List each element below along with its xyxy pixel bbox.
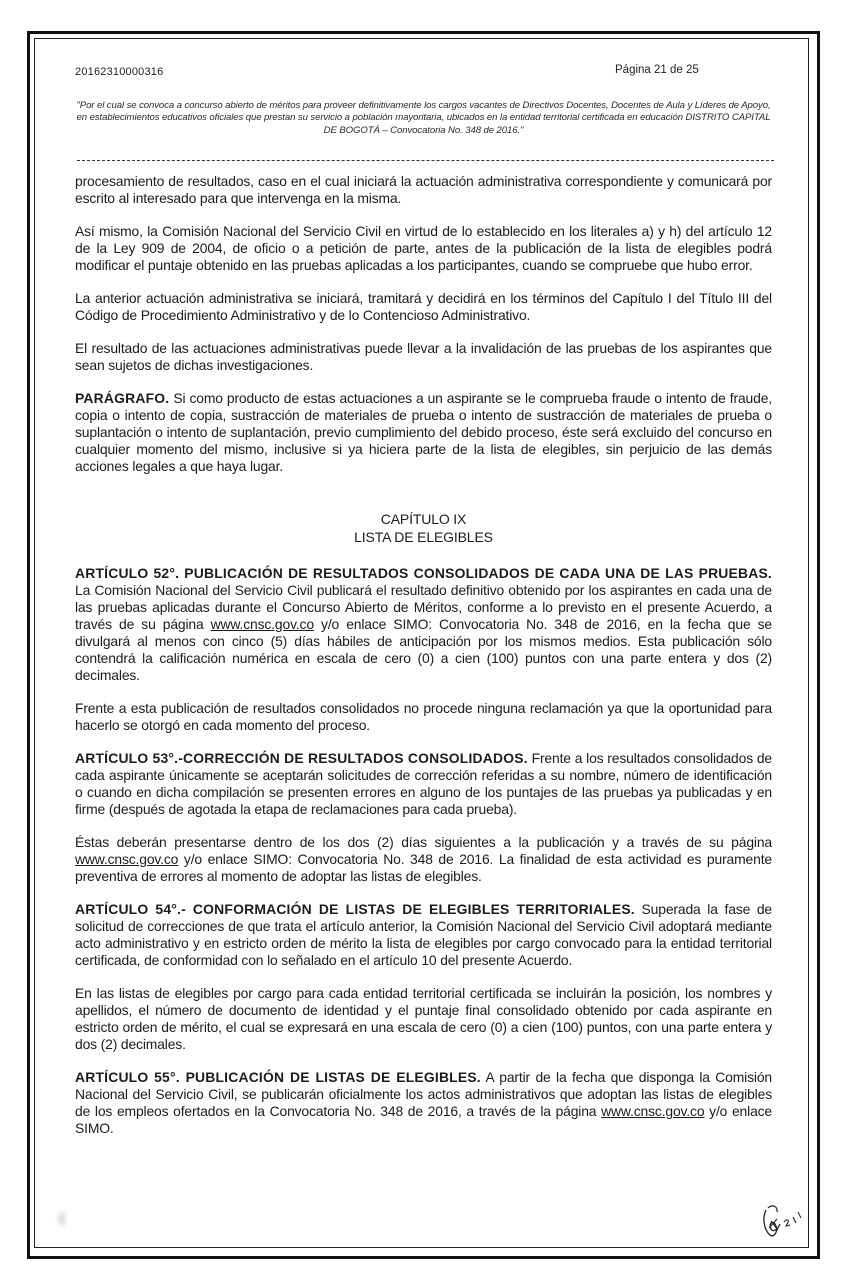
article-53 (75, 750, 772, 818)
article-52-text-a: La Comisión Nacional del Servicio Civil publicará el resultado definitivo obtenido por los aspirantes en cada una de las pruebas aplicadas durante el Concurso Abierto de Méritos, conforme a lo previsto en el presente Acuerdo, a través de su página (75, 582, 772, 632)
article-55-text-b: y/o enlace SIMO. (75, 1103, 773, 1136)
paragraph-actuacion: La anterior actuación administrativa se iniciará, tramitará y decidirá en los términos del Capítulo I del Título III del Código de Procedimiento Administrativo y de lo Contencioso Administrativo. (75, 290, 772, 323)
article-54-text: Superada la fase de solicitud de correcciones de que trata el artículo anterior, la Comisión Nacional del Servicio Civil adoptará mediante acto administrativo y en estricto orden de mérito la lista de elegibles por cargo convocado para la entidad territorial certificada, de conformidad con lo señalado en el artículo 10 del presente Acuerdo. (75, 901, 772, 968)
paragraph-estas (75, 834, 772, 885)
article-55-heading: ARTÍCULO 55°. PUBLICACIÓN DE LISTAS DE ELEGIBLES. (75, 1069, 481, 1085)
chapter-heading (75, 510, 772, 546)
article-52-text-b: y/o enlace SIMO: Convocatoria No. 348 de 2016, en la fecha que se divulgará al menos con cinco (5) días hábiles de anticipación por los mismos medios. Esta publicación sólo contendrá la calificación numérica en escala de cero (0) a cien (100) puntos con una parte entera y dos (2) decimales. (75, 616, 772, 683)
cnsc-link[interactable]: www.cnsc.gov.co (601, 1103, 705, 1119)
document-number: 20162310000316 (75, 66, 164, 78)
resolution-title: "Por el cual se convoca a concurso abierto de méritos para proveer definitivamente los cargos vacantes de Directivos Docentes, Docentes de Aula y Líderes de Apoyo, en establecimientos educativos oficiales que prestan su servicio a población mayoritaria, ubicados en la entidad territorial certificada en educación DISTRITO CAPITAL DE BOGOTÁ – Convocatoria No. 348 de 2016." (76, 100, 771, 136)
paragrafo-text: Si como producto de estas actuaciones a un aspirante se le comprueba fraude o intento de fraude, copia o intento de copia, sustracción de materiales de prueba o intento de sustracción de materiales de prueba o suplantación o intento de suplantación, previo cumplimiento del debido proceso, éste será excluido del concurso en cualquier momento del mismo, inclusive si ya hiciera parte de la lista de elegibles, sin perjuicio de las demás acciones legales a que haya lugar. (75, 390, 772, 474)
article-54-heading: ARTÍCULO 54°.- CONFORMACIÓN DE LISTAS DE ELEGIBLES TERRITORIALES. (75, 901, 635, 917)
cnsc-link[interactable]: www.cnsc.gov.co (75, 851, 179, 867)
header-separator (77, 160, 774, 161)
article-55 (75, 1069, 772, 1137)
paragrafo (75, 390, 772, 475)
page-number: Página 21 de 25 (615, 64, 699, 76)
handwritten-initials-icon (760, 1202, 804, 1240)
paragraph-estas-text-a: Éstas deberán presentarse dentro de los dos (2) días siguientes a la publicación y a través de su página (75, 834, 772, 850)
cnsc-link[interactable]: www.cnsc.gov.co (210, 616, 314, 632)
paragraph-resultado: El resultado de las actuaciones administrativas puede llevar a la invalidación de las pruebas de los aspirantes que sean sujetos de dichas investigaciones. (75, 340, 772, 373)
paragraph-estas-text-b: y/o enlace SIMO: Convocatoria No. 348 de 2016. La finalidad de esta actividad es puramente preventiva de errores al momento de adoptar las listas de elegibles. (75, 851, 772, 884)
article-52-heading: ARTÍCULO 52°. PUBLICACIÓN DE RESULTADOS CONSOLIDADOS DE CADA UNA DE LAS PRUEBAS. (75, 565, 772, 581)
article-53-heading: ARTÍCULO 53°.-CORRECCIÓN DE RESULTADOS CONSOLIDADOS. (75, 750, 528, 766)
article-52 (75, 565, 772, 684)
article-55-text-a: A partir de la fecha que disponga la Comisión Nacional del Servicio Civil, se publicarán oficialmente los actos administrativos que adoptan las listas de elegibles de los empleos ofertados en la Convocatoria No. 348 de 2016, a través de la página (75, 1069, 772, 1119)
paragraph-continuation: procesamiento de resultados, caso en el cual iniciará la actuación administrativa correspondiente y comunicará por escrito al interesado para que intervenga en la misma. (75, 173, 772, 206)
paragraph-frente: Frente a esta publicación de resultados consolidados no procede ninguna reclamación ya que la oportunidad para hacerlo se otorgó en cada momento del proceso. (75, 700, 772, 733)
article-54 (75, 901, 772, 969)
paragraph-listas: En las listas de elegibles por cargo para cada entidad territorial certificada se incluirán la posición, los nombres y apellidos, el número de documento de identidad y el puntaje final consolidado obtenido por cada aspirante en estricto orden de mérito, el cual se expresará en una escala de cero (0) a cien (100) puntos, con una parte entera y dos (2) decimales. (75, 985, 772, 1052)
chapter-title: LISTA DE ELEGIBLES (354, 529, 493, 545)
scan-smudge (55, 1208, 69, 1230)
article-53-text: Frente a los resultados consolidados de cada aspirante únicamente se aceptarán solicitudes de corrección referidas a su nombre, número de identificación o cuando en dicha compilación se presenten errores en alguno de los puntajes de las pruebas ya publicadas y en firme (después de agotada la etapa de reclamaciones para cada prueba). (75, 750, 772, 817)
document-body (75, 173, 772, 1153)
chapter-number: CAPÍTULO IX (380, 511, 467, 527)
paragrafo-label: PARÁGRAFO. (75, 390, 170, 406)
paragraph-asi-mismo: Así mismo, la Comisión Nacional del Servicio Civil en virtud de lo establecido en los literales a) y h) del artículo 12 de la Ley 909 de 2004, de oficio o a petición de parte, antes de la publicación de la lista de elegibles podrá modificar el puntaje obtenido en las pruebas aplicadas a los participantes, cuando se compruebe que hubo error. (75, 223, 772, 273)
